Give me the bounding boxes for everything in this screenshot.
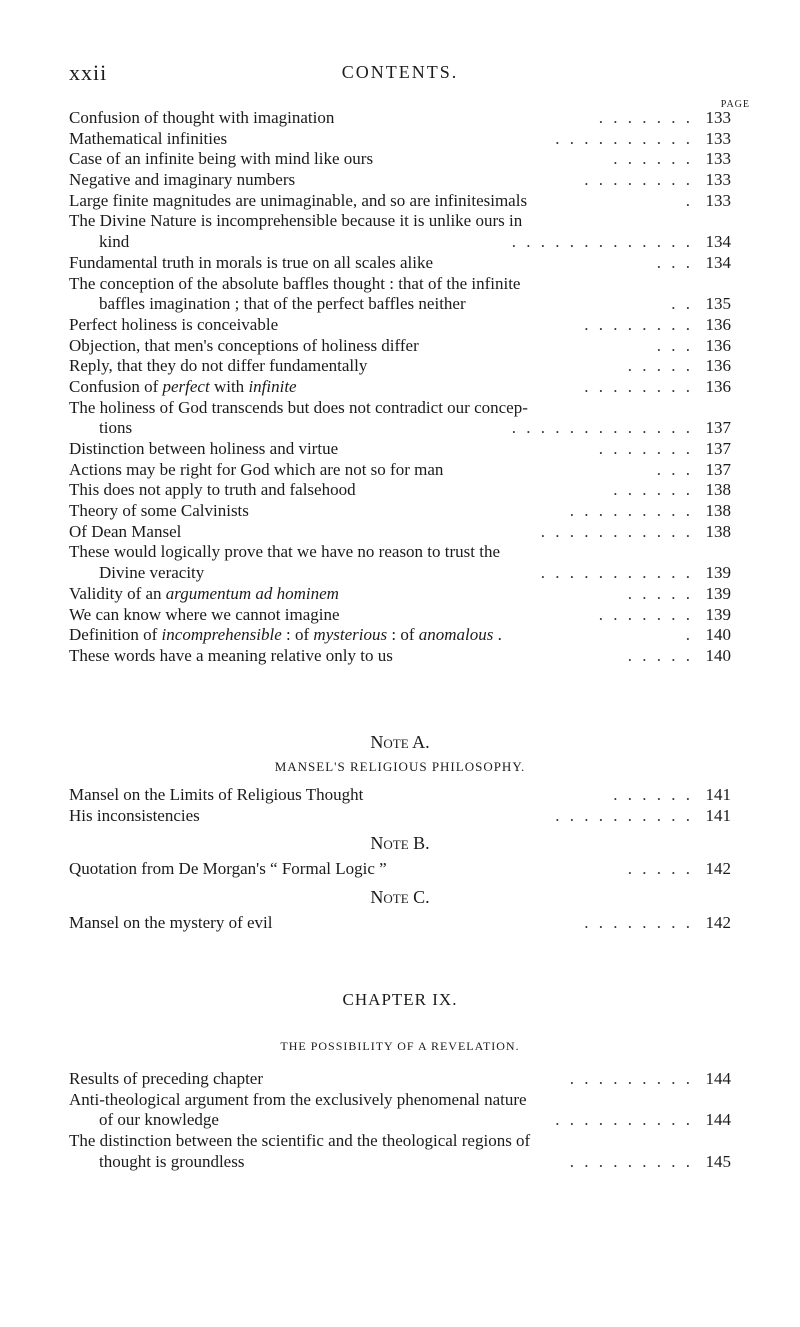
chapter-heading: CHAPTER IX. bbox=[342, 990, 458, 1009]
toc-entry: The holiness of God transcends but does not contradict our concep- bbox=[69, 397, 528, 417]
toc-entry: Objection, that men's conceptions of holiness differ . . . 136 bbox=[69, 335, 731, 355]
toc-entry: kind . . . . . . . . . . . . . 134 bbox=[99, 232, 731, 252]
toc-entry: Confusion of thought with imagination . . . . . . . 133 bbox=[69, 108, 731, 127]
toc-entry: Definition of incomprehensible : of mysterious : of anomalous . . 140 bbox=[69, 625, 731, 645]
toc-entry: tions . . . . . . . . . . . . . 137 bbox=[99, 418, 731, 438]
toc-entry: baffles imagination ; that of the perfect baffles neither . . 135 bbox=[99, 294, 731, 314]
toc-entry: The conception of the absolute baffles thought : that of the infinite bbox=[69, 273, 521, 293]
toc-section-note-c bbox=[69, 913, 731, 934]
toc-entry: Fundamental truth in morals is true on all scales alike . . . 134 bbox=[69, 252, 731, 272]
toc-entry: Reply, that they do not differ fundamentally . . . . . 136 bbox=[69, 356, 731, 376]
toc-entry: Results of preceding chapter . . . . . . . . . 144 bbox=[69, 1069, 731, 1088]
note-a-subheading: MANSEL'S RELIGIOUS PHILOSOPHY. bbox=[274, 759, 526, 774]
toc-entry: Large finite magnitudes are unimaginable, and so are infinitesimals . 133 bbox=[69, 190, 731, 210]
toc-entry: Confusion of perfect with infinite . . . . . . . . 136 bbox=[69, 376, 731, 396]
toc-entry: His inconsistencies . . . . . . . . . . 141 bbox=[69, 805, 731, 825]
toc-entry: Distinction between holiness and virtue . . . . . . . 137 bbox=[69, 439, 731, 458]
toc-entry: Validity of an argumentum ad hominem . . . . . 139 bbox=[69, 583, 731, 603]
note-b-heading: Note B. bbox=[370, 833, 430, 853]
toc-entry: We can know where we cannot imagine . . . . . . . 139 bbox=[69, 604, 731, 624]
toc-entry: Of Dean Mansel . . . . . . . . . . . 138 bbox=[69, 521, 731, 541]
toc-entry: Actions may be right for God which are not so for man . . . 137 bbox=[69, 459, 731, 479]
page-column-label: PAGE bbox=[720, 99, 750, 110]
toc-entry: These would logically prove that we have no reason to trust the bbox=[69, 542, 501, 562]
page-header bbox=[0, 60, 800, 90]
toc-section-note-b bbox=[69, 859, 731, 880]
toc-entry: Mansel on the Limits of Religious Thought . . . . . . 141 bbox=[69, 785, 731, 804]
note-a-heading: Note A. bbox=[370, 732, 430, 752]
toc-entry: Case of an infinite being with mind like ours . . . . . . 133 bbox=[69, 149, 731, 169]
toc-entry: Divine veracity . . . . . . . . . . . 139 bbox=[99, 563, 731, 583]
toc-entry: Anti-theological argument from the exclusively phenomenal nature bbox=[69, 1089, 527, 1109]
toc-section-note-a bbox=[69, 785, 731, 826]
toc-entry: This does not apply to truth and falsehood . . . . . . 138 bbox=[69, 480, 731, 500]
toc-entry: These words have a meaning relative only to us . . . . . 140 bbox=[69, 645, 731, 665]
toc-entry: Mathematical infinities . . . . . . . . . . 133 bbox=[69, 128, 731, 148]
chapter-subheading: THE POSSIBILITY OF A REVELATION. bbox=[280, 1039, 520, 1053]
page-number: xxii bbox=[69, 60, 108, 85]
toc-entry: Quotation from De Morgan's “ Formal Logic ” . . . . . 142 bbox=[69, 859, 731, 878]
note-c-heading: Note C. bbox=[370, 887, 430, 907]
toc-entry: thought is groundless . . . . . . . . . 145 bbox=[99, 1151, 731, 1171]
toc-entry: of our knowledge . . . . . . . . . . 144 bbox=[99, 1110, 731, 1130]
toc-section-chapter bbox=[69, 1069, 731, 1172]
toc-entry: Perfect holiness is conceivable . . . . . . . . 136 bbox=[69, 314, 731, 334]
toc-section-main bbox=[69, 108, 731, 667]
toc-entry: Mansel on the mystery of evil . . . . . . . . 142 bbox=[69, 913, 731, 932]
toc-entry: Theory of some Calvinists . . . . . . . . . 138 bbox=[69, 501, 731, 521]
toc-entry: Negative and imaginary numbers . . . . . . . . 133 bbox=[69, 170, 731, 190]
toc-entry: The Divine Nature is incomprehensible because it is unlike ours in bbox=[69, 211, 523, 231]
toc-entry: The distinction between the scientific and the theological regions of bbox=[69, 1131, 531, 1151]
running-head: CONTENTS. bbox=[341, 62, 459, 82]
